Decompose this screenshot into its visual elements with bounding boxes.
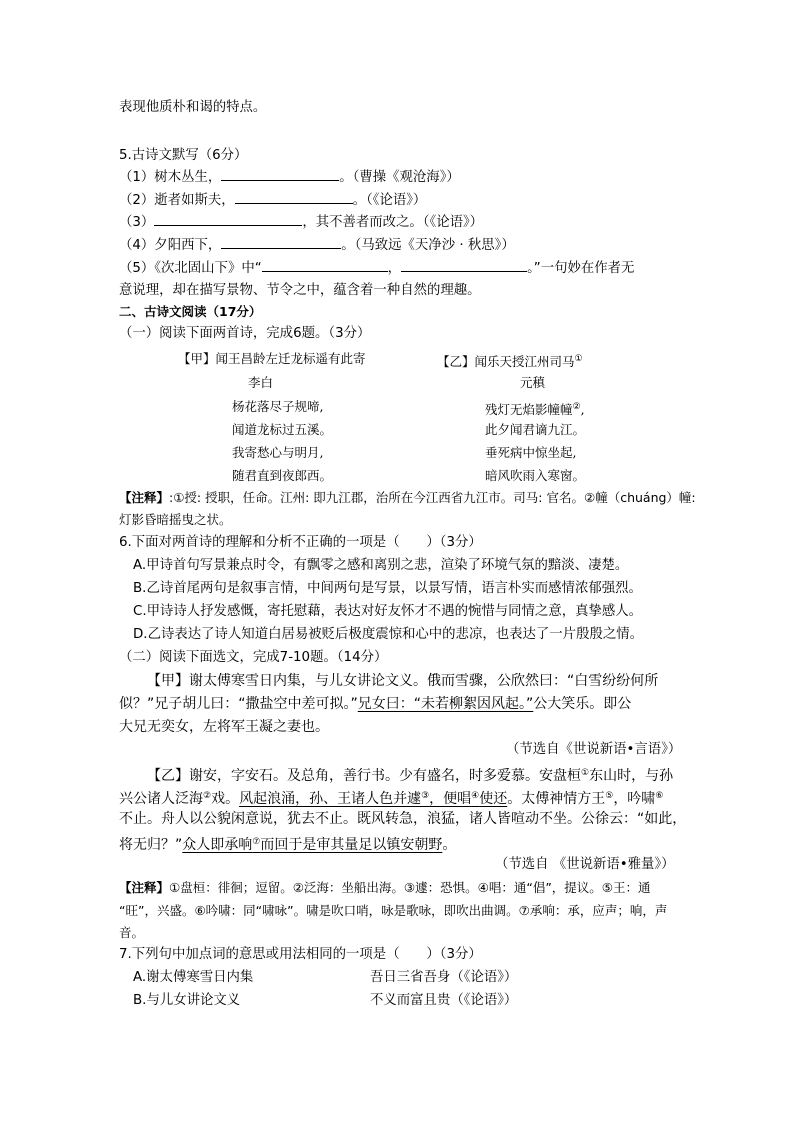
- passage-jia-line: 似？”兄子胡儿曰：“撒盐空中差可拟。”兄女曰：“未若柳絮因风起。”公大笑乐。即公: [119, 696, 632, 712]
- underlined-sentence: 众人即承响⑦而回于是审其量足以镇安朝野: [182, 837, 443, 853]
- poem-yi-author: 元稹: [520, 375, 546, 390]
- part2-title: （二）阅读下面选文，完成7-10题。（14分）: [119, 650, 388, 665]
- intro-line: 表现他质朴和谒的特点。: [119, 100, 267, 115]
- answer-blank[interactable]: [235, 190, 353, 204]
- q7-option-a[interactable]: A.谢太傅寒雪日内集: [133, 970, 254, 985]
- q7-option-b-compare: 不义而富且贵（《论语》）: [370, 993, 518, 1008]
- note1-cont: 灯影昏暗摇曳之状。: [119, 512, 232, 527]
- poem-jia-line: 我寄愁心与明月,: [232, 445, 324, 460]
- q6-option-a[interactable]: A.甲诗首句写景兼点时令，有飘零之感和离别之悲，渲染了环境气氛的黯淡、凄楚。: [133, 558, 629, 573]
- poem-jia-line: 随君直到夜郎西。: [232, 468, 333, 483]
- section2-title: 二、古诗文阅读（17分）: [119, 304, 262, 319]
- q5-item-4: （4）夕阳西下， 。（马致远《天净沙 · 秋思》）: [119, 235, 515, 256]
- q7-option-a-compare: 吾日三省吾身（《论语》）: [370, 970, 518, 985]
- passage-jia-source: （节选自《世说新语•言语》）: [506, 742, 682, 757]
- poem-jia-author: 李白: [248, 375, 274, 390]
- answer-blank[interactable]: [401, 258, 527, 272]
- underlined-sentence: 风起浪涌，孙、王诸人色并遽③，便唱④使还: [239, 791, 508, 807]
- passage-jia-line: 大兄无奕女，左将军王凝之妻也。: [119, 719, 329, 735]
- answer-blank[interactable]: [221, 167, 339, 181]
- part1-title: （一）阅读下面两首诗，完成6题。（3分）: [119, 326, 371, 341]
- poem-yi-line: 垂死病中惊坐起,: [485, 445, 577, 460]
- passage-jia-line: 【甲】谢太傅寒雪日内集，与儿女讲论文义。俄而雪骤，公欣然曰：“白雪纷纷何所: [147, 673, 659, 689]
- poem-yi-line: 此夕闻君谪九江。: [485, 422, 586, 437]
- poem-yi-line: 残灯无焰影幢幢②,: [485, 402, 585, 417]
- q6-option-b[interactable]: B.乙诗首尾两句是叙事言情，中间两句是写景，以景写情，语言朴实而感情浓郁强烈。: [133, 581, 642, 596]
- q5-item-1: （1）树木丛生， 。（曹操《观沧海》）: [119, 167, 460, 188]
- q5-item-5-cont: 意说理，却在描写景物、节令之中，蕴含着一种自然的理趣。: [119, 283, 481, 298]
- answer-blank[interactable]: [262, 258, 388, 272]
- poem-jia-line: 闻道龙标过五溪。: [232, 422, 333, 437]
- note2: 【注释】①盘桓：徘徊；逗留。②泛海：坐船出海。③遽：恐惧。④唱：通“倡”，提议。⑤王：通: [119, 880, 651, 895]
- poem-yi-title: 【乙】闻乐天授江州司马①: [437, 354, 583, 369]
- answer-blank[interactable]: [221, 235, 341, 249]
- q6-title: 6.下面对两首诗的理解和分析不正确的一项是（ ）（3分）: [119, 535, 482, 550]
- q7-title: 7.下列句中加点词的意思或用法相同的一项是（ ）（3分）: [119, 947, 482, 962]
- q5-item-2: （2）逝者如斯夫， 。（《论语》）: [119, 190, 426, 211]
- q6-option-c[interactable]: C.甲诗诗人抒发感慨，寄托慰藉，表达对好友怀才不遇的惋惜与同情之意，真挚感人。: [133, 604, 643, 619]
- note2-cont: 音。: [119, 925, 145, 940]
- passage-yi-line: 兴公诸人泛海②戏。风起浪涌，孙、王诸人色并遽③，便唱④使还。太傅神情方王⑤，吟啸⑥: [119, 791, 664, 807]
- passage-yi-source: （节选自 《世说新语•雅量》）: [495, 857, 675, 872]
- note2-cont: “旺”，兴盛。⑥吟啸：同“啸咏”。啸是吹口哨，咏是歌咏，即吹出曲调。⑦承响：承，应声；响，声: [119, 903, 668, 918]
- poem-yi-line: 暗风吹雨入寒窗。: [485, 468, 586, 483]
- passage-yi-line: 不止。舟人以公貌闲意说，犹去不止。既风转急，浪猛，诸人皆喧动不坐。公徐云：“如此，: [119, 811, 687, 827]
- q6-option-d[interactable]: D.乙诗表达了诗人知道白居易被贬后极度震惊和心中的悲凉，也表达了一片殷殷之情。: [133, 627, 644, 642]
- passage-yi-line: 将无归？”众人即承响⑦而回于是审其量足以镇安朝野。: [119, 837, 457, 853]
- poem-jia-title: 【甲】闻王昌龄左迁龙标遥有此寄: [178, 351, 366, 366]
- q5-item-5: （5）《次北固山下》中“ ， 。”一句妙在作者无: [119, 258, 634, 279]
- q5-title: 5.古诗文默写（6分）: [119, 148, 248, 163]
- note1: 【注释】:①授: 授职，任命。江州: 即九江郡，治所在今江西省九江市。司马: 官名。②幢（chuáng）幢:: [119, 490, 696, 505]
- poem-jia-line: 杨花落尽子规啼,: [232, 399, 324, 414]
- q5-item-3: （3） ，其不善者而改之。（《论语》）: [119, 212, 483, 233]
- answer-blank[interactable]: [154, 212, 302, 226]
- q7-option-b[interactable]: B.与儿女讲论文义: [133, 993, 241, 1008]
- passage-yi-line: 【乙】谢安，字安石。及总角，善行书。少有盛名，时多爱慕。安盘桓①东山时，与孙: [147, 768, 674, 784]
- underlined-sentence: 兄女曰：“未若柳絮因风起。”: [357, 696, 534, 712]
